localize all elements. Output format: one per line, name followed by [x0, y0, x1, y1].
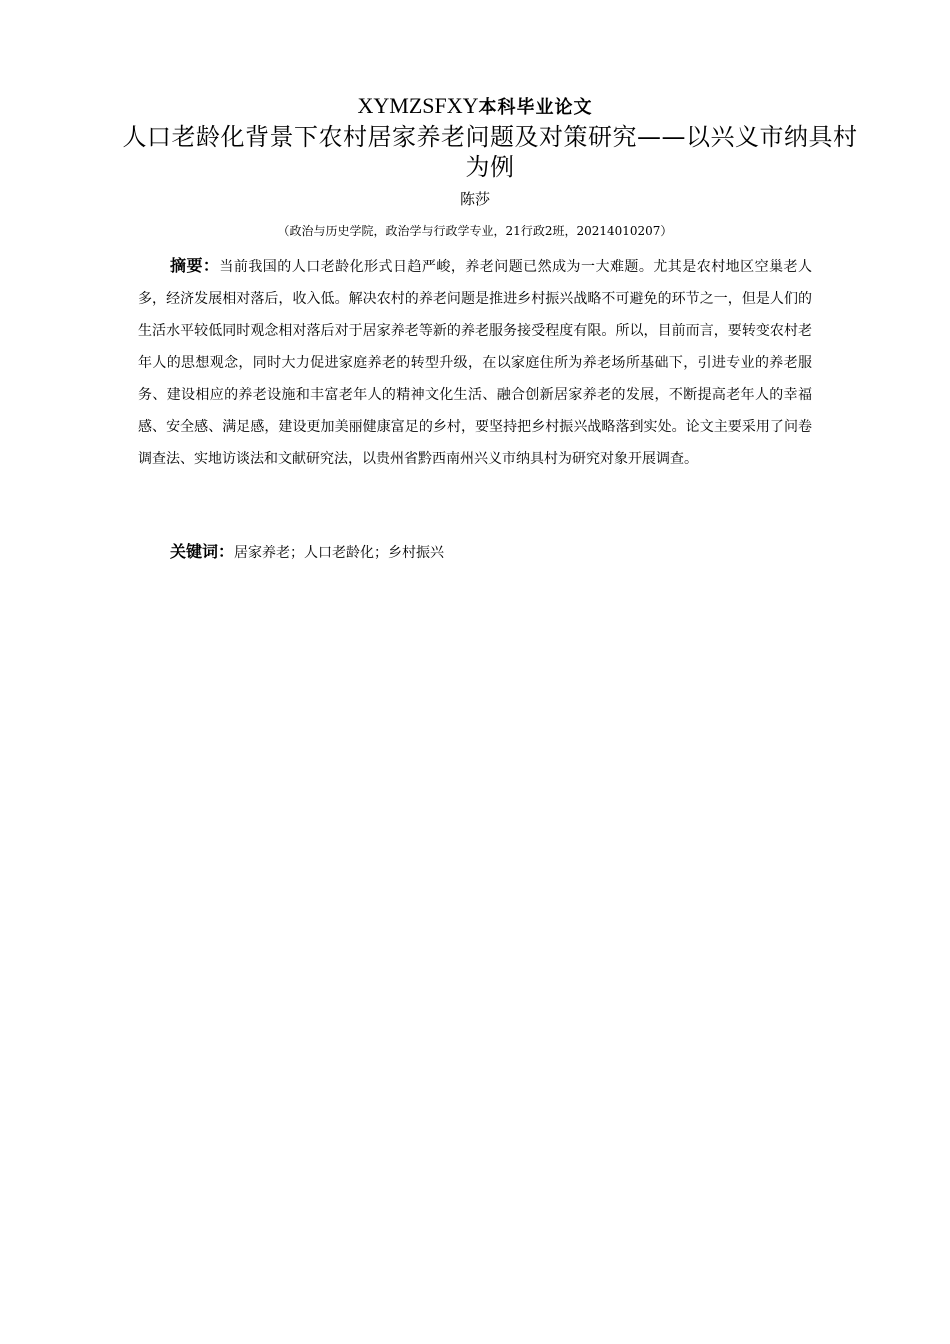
author-name: 陈莎: [459, 190, 490, 208]
keywords-heading: 关键词：: [170, 542, 235, 561]
abstract-heading: 摘要：: [170, 256, 220, 275]
thesis-header: [0, 94, 950, 120]
keywords-paragraph: [138, 536, 812, 569]
keywords-text: 居家养老；人口老龄化；乡村振兴: [234, 545, 445, 561]
abstract-paragraph: [138, 250, 812, 475]
author-affiliation: （政治与历史学院，政治学与行政学专业，21行政2班，20214010207）: [277, 224, 673, 238]
school-code: XYMZSFXY: [357, 93, 479, 118]
thesis-type-label: 本科毕业论文: [478, 97, 593, 118]
abstract-text: 当前我国的人口老龄化形式日趋严峻，养老问题已然成为一大难题。尤其是农村地区空巢老人多，经济发展相对落后，收入低。解决农村的养老问题是推进乡村振兴战略不可避免的环节之一，但是人们的生活水平较低同时观念相对落后对于居家养老等新的养老服务接受程度有限。所以，目前而言，要转变农村老年人的思想观念，同时大力促进家庭养老的转型升级，在以家庭住所为养老场所基础下，引进专业的养老服务、建设相应的养老设施和丰富老年人的精神文化生活、融合创新居家养老的发展，不断提高老年人的幸福感、安全感、满足感，建设更加美丽健康富足的乡村，要坚持把乡村振兴战略落到实处。论文主要采用了问卷调查法、实地访谈法和文献研究法，以贵州省黔西南州兴义市纳具村为研究对象开展调查。: [138, 259, 812, 467]
paper-title: 人口老龄化背景下农村居家养老问题及对策研究——以兴义市纳具村为例: [122, 123, 858, 181]
